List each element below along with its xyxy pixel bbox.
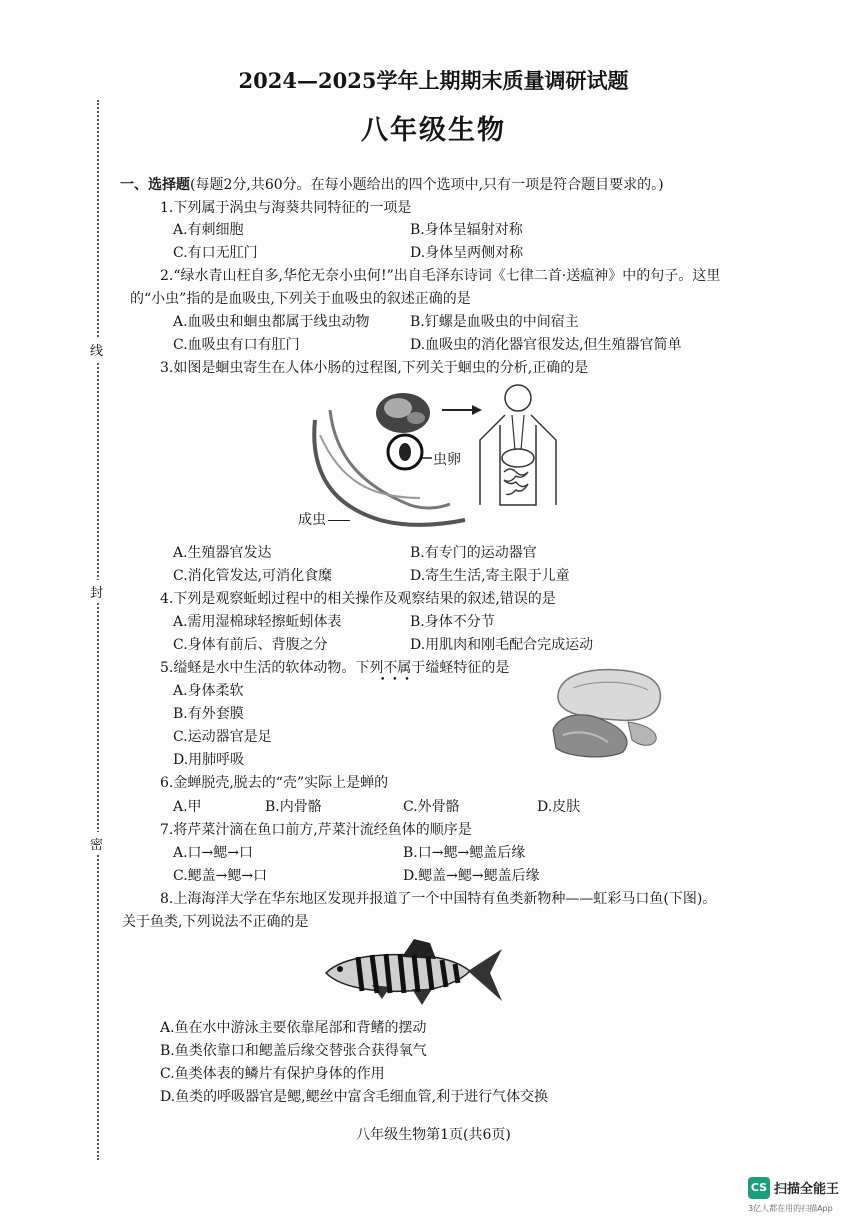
q5-option-d: D.用肺呼吸 bbox=[173, 752, 245, 768]
q7-option-a: A.口→鳃→口 bbox=[173, 845, 254, 861]
q5-option-b: B.有外套膜 bbox=[173, 706, 244, 722]
q5-stem: 5.缢蛏是水中生活的软体动物。下列不属于缢蛏特征的是 bbox=[160, 660, 510, 676]
q8-option-c: C.鱼类体表的鳞片有保护身体的作用 bbox=[160, 1066, 385, 1082]
fish-dorsal-fin-icon bbox=[402, 939, 436, 959]
q3-option-a: A.生殖器官发达 bbox=[173, 545, 272, 561]
exam-subject: 八年级生物 bbox=[361, 115, 506, 146]
q8-stem-line1: 8.上海海洋大学在华东地区发现并报道了一个中国特有鱼类新物种——虹彩马口鱼(下图)。 bbox=[160, 891, 717, 907]
q2-stem-line1: 2.“绿水青山枉自多,华佗无奈小虫何!”出自毛泽东诗词《七律二首·送瘟神》中的句子。这里 bbox=[160, 268, 721, 284]
q7-option-b: B.口→鳃→鳃盖后缘 bbox=[403, 845, 526, 861]
q6-option-a: A.甲 bbox=[173, 799, 202, 815]
q1-option-d: D.身体呈两侧对称 bbox=[410, 245, 524, 261]
adult-pointer-line bbox=[328, 520, 350, 521]
q7-option-c: C.鳃盖→鳃→口 bbox=[173, 868, 268, 884]
q7-stem: 7.将芹菜汁滴在鱼口前方,芹菜汁流经鱼体的顺序是 bbox=[160, 822, 472, 838]
figure-label-adult: 成虫 bbox=[298, 512, 326, 528]
q6-stem: 6.金蝉脱壳,脱去的“壳”实际上是蝉的 bbox=[160, 775, 389, 791]
fish-body-icon bbox=[326, 955, 470, 992]
q3-option-b: B.有专门的运动器官 bbox=[410, 545, 537, 561]
section-heading-line bbox=[120, 175, 664, 195]
camscanner-tagline: 3亿人都在用的扫描App bbox=[748, 1204, 833, 1213]
q1-option-a: A.有刺细胞 bbox=[173, 222, 244, 238]
q2-stem-line2: 的“小虫”指的是血吸虫,下列关于血吸虫的叙述正确的是 bbox=[130, 291, 471, 307]
q6-option-c: C.外骨骼 bbox=[403, 799, 460, 815]
binding-dotted-line bbox=[97, 100, 99, 1160]
clam-body-icon bbox=[553, 715, 627, 757]
q8-stem-line2: 关于鱼类,下列说法不正确的是 bbox=[122, 914, 309, 930]
q5-option-c: C.运动器官是足 bbox=[173, 729, 272, 745]
q6-option-d: D.皮肤 bbox=[537, 799, 581, 815]
q5-option-a: A.身体柔软 bbox=[173, 683, 244, 699]
binding-mark-xian: 线 bbox=[90, 338, 103, 361]
section-instruction: (每题2分,共60分。在每小题给出的四个选项中,只有一项是符合题目要求的。) bbox=[190, 177, 664, 193]
q2-option-a: A.血吸虫和蛔虫都属于线虫动物 bbox=[173, 314, 370, 330]
q3-stem: 3.如图是蛔虫寄生在人体小肠的过程图,下列关于蛔虫的分析,正确的是 bbox=[160, 360, 589, 376]
human-body-icon bbox=[505, 385, 531, 411]
q4-option-a: A.需用湿棉球轻擦蚯蚓体表 bbox=[173, 614, 342, 630]
page-footer: 八年级生物第1页(共6页) bbox=[356, 1127, 511, 1143]
q1-option-b: B.身体呈辐射对称 bbox=[410, 222, 523, 238]
q8-option-a: A.鱼在水中游泳主要依靠尾部和背鳍的摆动 bbox=[160, 1020, 427, 1036]
q8-option-b: B.鱼类依靠口和鳃盖后缘交替张合获得氧气 bbox=[160, 1043, 427, 1059]
q2-option-b: B.钉螺是血吸虫的中间宿主 bbox=[410, 314, 579, 330]
clam-shell-icon bbox=[558, 670, 660, 721]
scanner-watermark bbox=[748, 1175, 858, 1220]
q6-option-b: B.内骨骼 bbox=[265, 799, 322, 815]
fish-eye-icon bbox=[337, 966, 343, 972]
camscanner-brand: 扫描全能王 bbox=[774, 1182, 840, 1197]
q5-emphasis-dots: • • • bbox=[380, 675, 412, 685]
exam-title: 2024—2025学年上期期末质量调研试题 bbox=[238, 68, 629, 93]
figure-label-egg: 虫卵 bbox=[433, 452, 461, 468]
q4-option-d: D.用肌肉和刚毛配合完成运动 bbox=[410, 637, 594, 653]
q1-option-c: C.有口无肛门 bbox=[173, 245, 258, 261]
binding-mark-feng: 封 bbox=[90, 580, 103, 603]
q2-option-d: D.血吸虫的消化器官很发达,但生殖器官简单 bbox=[410, 337, 682, 353]
camscanner-logo: CS bbox=[748, 1177, 770, 1199]
razor-clam-figure bbox=[548, 660, 668, 764]
section-heading: 一、选择题 bbox=[120, 177, 190, 193]
binding-mark-mi: 密 bbox=[90, 832, 103, 855]
q7-option-d: D.鳃盖→鳃→鳃盖后缘 bbox=[403, 868, 540, 884]
q1-stem: 1.下列属于涡虫与海葵共同特征的一项是 bbox=[160, 200, 412, 216]
fish-tail-icon bbox=[468, 949, 502, 1001]
q3-option-d: D.寄生生活,寄主限于儿童 bbox=[410, 568, 570, 584]
q8-option-d: D.鱼类的呼吸器官是鳃,鳃丝中富含毛细血管,利于进行气体交换 bbox=[160, 1089, 549, 1105]
q3-option-c: C.消化管发达,可消化食糜 bbox=[173, 568, 333, 584]
q4-option-c: C.身体有前后、背腹之分 bbox=[173, 637, 328, 653]
q4-stem: 4.下列是观察蚯蚓过程中的相关操作及观察结果的叙述,错误的是 bbox=[160, 591, 556, 607]
q4-option-b: B.身体不分节 bbox=[410, 614, 495, 630]
q2-option-c: C.血吸虫有口有肛门 bbox=[173, 337, 300, 353]
fish-figure bbox=[322, 935, 504, 1014]
